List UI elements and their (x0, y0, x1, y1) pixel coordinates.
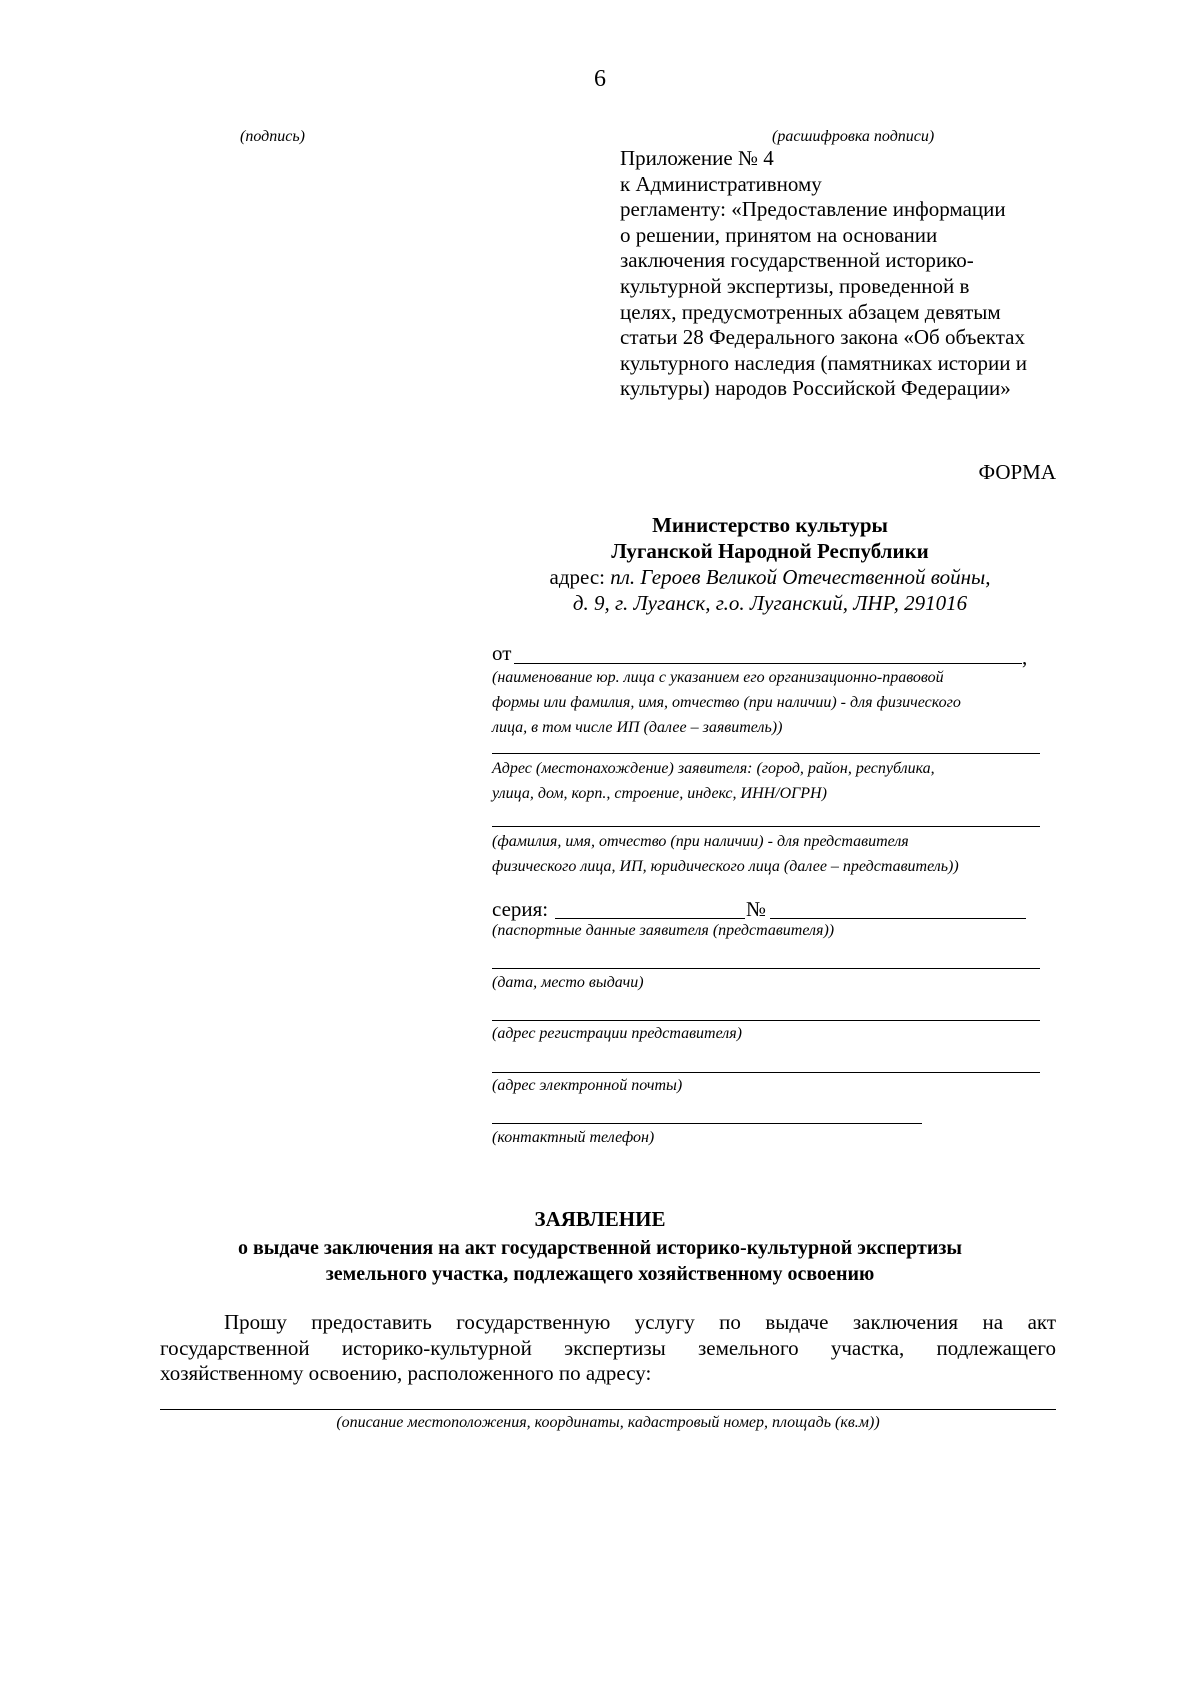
page-number: 6 (594, 66, 606, 92)
applicant-name-field[interactable] (514, 663, 1022, 664)
phone-field[interactable] (492, 1123, 922, 1124)
statement-subtitle (60, 1235, 1140, 1287)
appendix-line: культуры) народов Российской Федерации» (620, 376, 1011, 401)
appendix-line: статьи 28 Федерального закона «Об объектах (620, 325, 1025, 350)
address-label: адрес: (549, 565, 611, 589)
form-label: ФОРМА (978, 460, 1056, 484)
address-line1-rest: пл. Героев Великой Отечественной войны, (610, 565, 991, 589)
number-label: № (746, 897, 767, 921)
addressee-name-line2: Луганской Народной Республики (611, 539, 929, 563)
applicant-address-field[interactable] (492, 753, 1040, 754)
statement-body: Прошу предоставить государственную услугу по выдаче заключения на акт государственной историко-культурной экспертизы земельного участка, подлежащего хозяйственному освоению, расположенного по адресу: (160, 1310, 1056, 1385)
appendix-line: культурной экспертизы, проведенной в (620, 273, 970, 298)
addressee-name (470, 512, 1070, 564)
statement-subtitle-line1: о выдаче заключения на акт государственной историко-культурной экспертизы (237, 1237, 963, 1259)
appendix-line: заключения государственной историко- (620, 248, 974, 273)
representative-name-field[interactable] (492, 826, 1040, 827)
appendix-line: к Административному (620, 171, 822, 196)
address-caption-line: Адрес (местонахождение) заявителя: (город, район, республика, (492, 760, 935, 777)
applicant-caption (492, 665, 961, 740)
registration-caption: (адрес регистрации представителя) (492, 1025, 743, 1042)
statement-subtitle-line2: земельного участка, подлежащего хозяйственному освоению (325, 1263, 875, 1285)
passport-caption: (паспортные данные заявителя (представителя)) (492, 922, 835, 939)
applicant-caption-line: формы или фамилия, имя, отчество (при наличии) - для физического (492, 694, 961, 711)
signature-decoding-caption: (расшифровка подписи) (772, 128, 935, 145)
phone-caption: (контактный телефон) (492, 1129, 655, 1146)
applicant-caption-line: лица, в том числе ИП (далее – заявитель)) (492, 719, 783, 736)
from-comma: , (1022, 645, 1028, 669)
representative-caption-line: (фамилия, имя, отчество (при наличии) - для представителя (492, 833, 909, 850)
signature-caption: (подпись) (240, 128, 305, 145)
appendix-line: целях, предусмотренных абзацем девятым (620, 299, 1001, 324)
appendix-line: культурного наследия (памятниках истории и (620, 350, 1027, 375)
appendix-line: о решении, принятом на основании (620, 222, 938, 247)
statement-title: ЗАЯВЛЕНИЕ (534, 1207, 666, 1231)
addressee-address-line2: д. 9, г. Луганск, г.о. Луганский, ЛНР, 291016 (572, 591, 968, 615)
appendix-line: Приложение № 4 (620, 146, 774, 170)
series-label: серия: (492, 897, 549, 921)
address-caption (492, 756, 935, 806)
representative-caption (492, 829, 959, 879)
from-label: от (492, 641, 512, 665)
appendix-block (620, 146, 1080, 402)
appendix-line: регламенту: «Предоставление информации (620, 197, 1006, 222)
addressee-address (470, 564, 1070, 616)
issue-date-place-field[interactable] (492, 968, 1040, 969)
address-caption-line: улица, дом, корп., строение, индекс, ИНН/ОГРН) (492, 785, 827, 802)
representative-caption-line: физического лица, ИП, юридического лица (далее – представитель)) (492, 858, 959, 875)
email-caption: (адрес электронной почты) (492, 1077, 683, 1094)
location-caption: (описание местоположения, координаты, кадастровый номер, площадь (кв.м)) (336, 1414, 880, 1431)
addressee-name-line1: Министерство культуры (652, 513, 888, 537)
issue-caption: (дата, место выдачи) (492, 974, 644, 991)
addressee-address-line1 (470, 564, 1070, 590)
applicant-caption-line: (наименование юр. лица с указанием его организационно-правовой (492, 669, 944, 686)
